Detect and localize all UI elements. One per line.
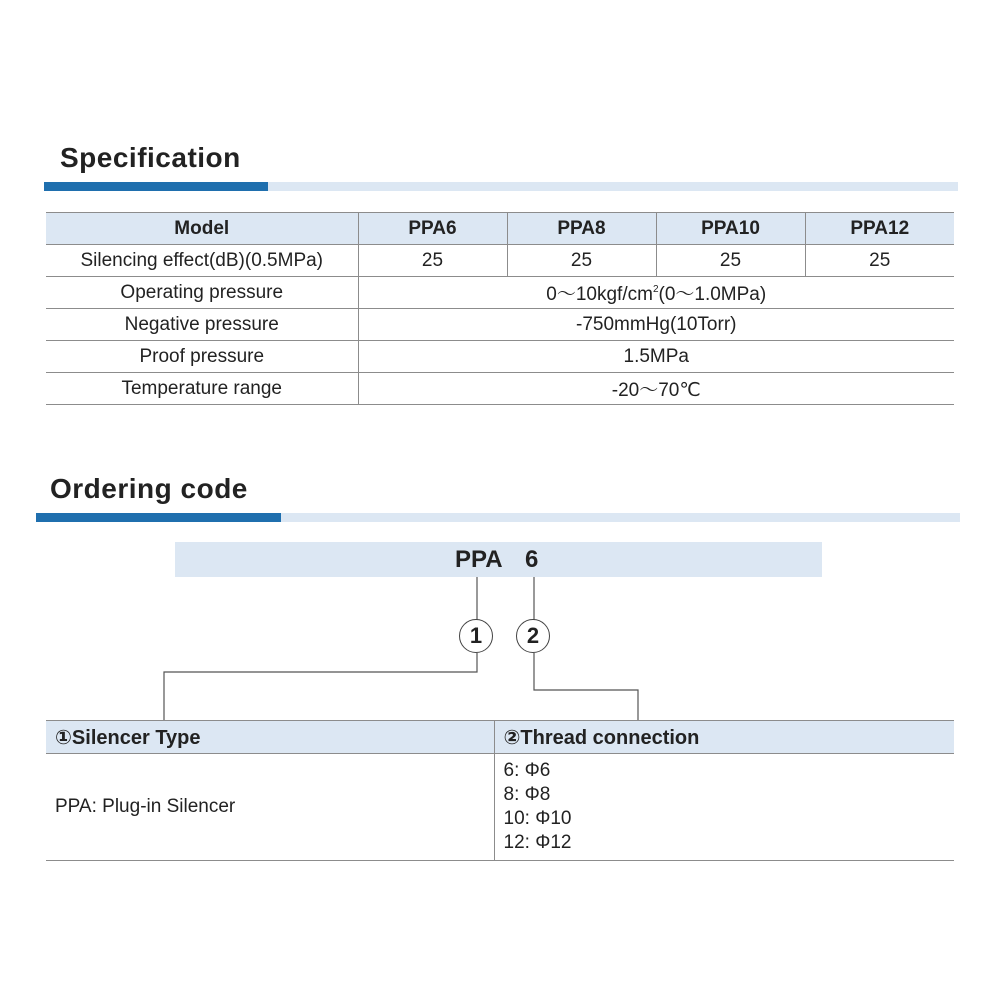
model-ppa12: PPA12 [805,213,954,245]
negative-value: -750mmHg(10Torr) [358,309,954,341]
thread-item: 6: Φ6 [503,760,551,781]
thread-item: 8: Φ8 [503,784,551,805]
thread-item: 10: Φ10 [503,808,572,829]
model-ppa6: PPA6 [358,213,507,245]
proof-label: Proof pressure [46,341,358,373]
model-ppa8: PPA8 [507,213,656,245]
thread-item: 12: Φ12 [503,832,572,853]
silencing-value-ppa6: 25 [358,245,507,277]
operating-value-main: 0～10kgf/cm [546,284,653,305]
thread-list [504,759,955,855]
thread-connection-header: ②Thread connection [494,721,954,754]
operating-value-tail: (0～1.0MPa) [658,284,767,305]
silencing-value-ppa10: 25 [656,245,805,277]
ordering-header-row [46,721,954,754]
connector-1-lower [164,653,477,720]
specification-title: Specification [60,142,241,173]
thread-connection-cell [494,754,954,861]
proof-value: 1.5MPa [358,341,954,373]
silencer-type-value: PPA: Plug-in Silencer [46,754,494,861]
negative-label: Negative pressure [46,309,358,341]
marker-1: 1 [459,619,493,653]
connector-2-lower [534,653,638,720]
operating-value-sup: 2 [652,284,659,295]
silencing-value-ppa12: 25 [805,245,954,277]
model-ppa10: PPA10 [656,213,805,245]
silencing-label: Silencing effect(dB)(0.5MPa) [46,245,358,277]
code-part-2: 6 [525,546,539,573]
ordering-body-row [46,754,954,861]
operating-label: Operating pressure [46,277,358,309]
silencing-value-ppa8: 25 [507,245,656,277]
silencer-type-header: ①Silencer Type [46,721,494,754]
ordering-title: Ordering code [50,473,248,504]
temperature-value: -20～70℃ [358,373,954,405]
code-part-1: PPA [455,546,503,573]
marker-2: 2 [516,619,550,653]
temperature-label: Temperature range [46,373,358,405]
model-header: Model [46,213,358,245]
ordering-table [46,720,954,861]
